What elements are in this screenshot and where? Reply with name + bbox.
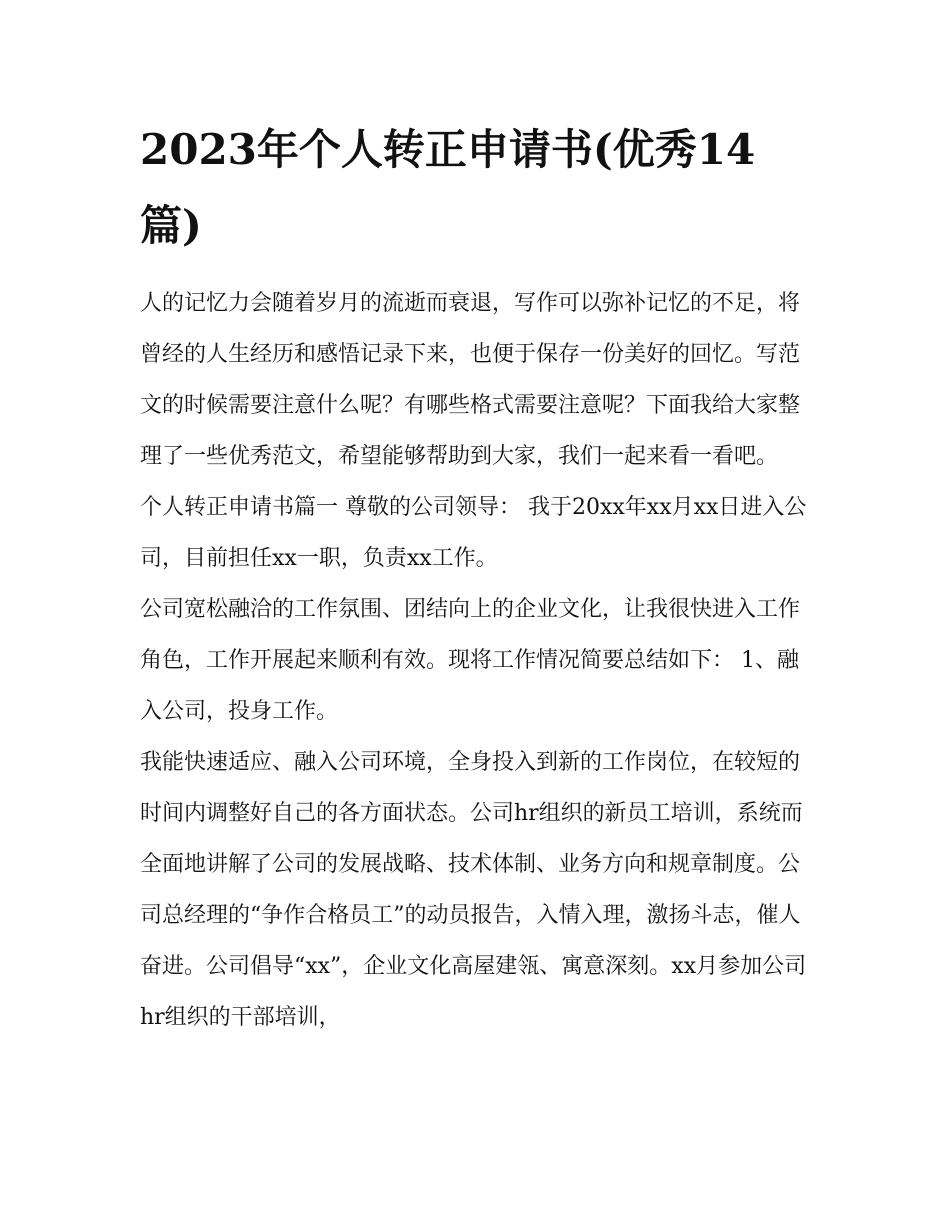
paragraph-summary: 公司宽松融洽的工作氛围、团结向上的企业文化，让我很快进入工作角色，工作开展起来顺利有效。现将工作情况简要总结如下： 1、融入公司，投身工作。 bbox=[140, 597, 801, 724]
paragraph-greeting: 个人转正申请书篇一 尊敬的公司领导： 我于20xx年xx月xx日进入公司，目前担任xx一职，负责xx工作。 bbox=[140, 495, 807, 571]
paragraph-details: 我能快速适应、融入公司环境，全身投入到新的工作岗位，在较短的时间内调整好自己的各方面状态。公司hr组织的新员工培训，系统而全面地讲解了公司的发展战略、技术体制、业务方向和规章制度。公司总经理的“争作合格员工”的动员报告，入情入理，激扬斗志，催人奋进。公司倡导“xx”，企业文化高屋建瓴、寓意深刻。xx月参加公司hr组织的干部培训， bbox=[140, 750, 807, 1030]
document-title: 2023年个人转正申请书(优秀14篇) bbox=[140, 125, 756, 250]
paragraph-intro: 人的记忆力会随着岁月的流逝而衰退，写作可以弥补记忆的不足，将曾经的人生经历和感悟记录下来，也便于保存一份美好的回忆。写范文的时候需要注意什么呢？有哪些格式需要注意呢？下面我给大家整理了一些优秀范文，希望能够帮助到大家，我们一起来看一看吧。 bbox=[140, 291, 801, 469]
document-page bbox=[140, 112, 812, 1043]
